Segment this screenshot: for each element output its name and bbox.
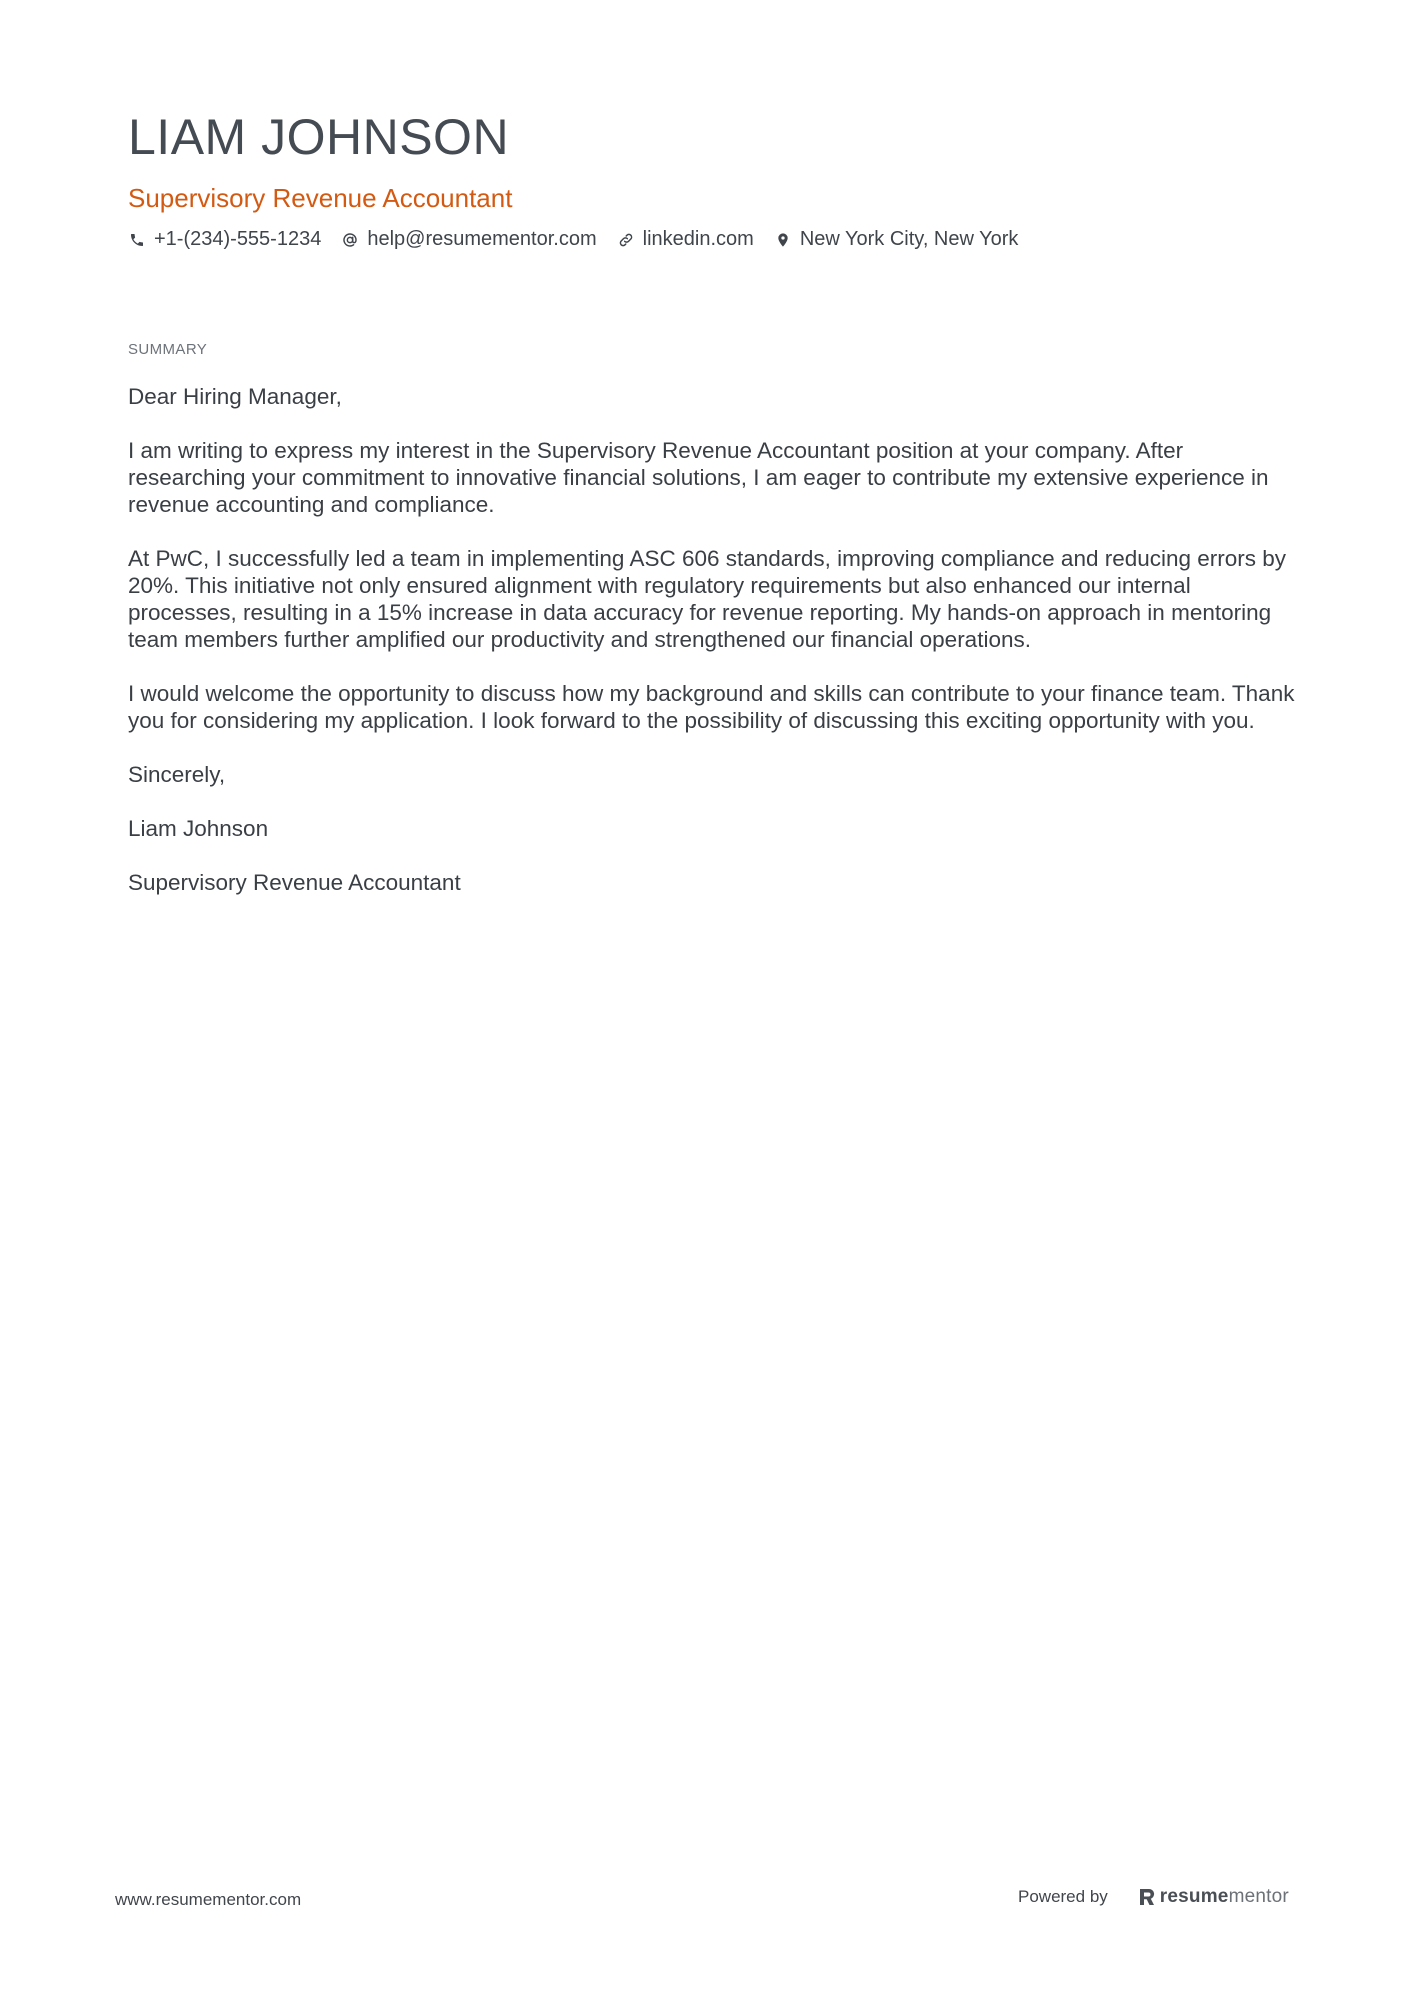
salutation: Dear Hiring Manager,: [128, 384, 342, 409]
contact-row: [128, 228, 1038, 251]
phone-text: +1-(234)-555-1234: [154, 228, 322, 250]
location-text: New York City, New York: [799, 228, 1019, 250]
at-icon: [341, 231, 359, 249]
phone-icon: [128, 231, 146, 249]
powered-by-label: Powered by: [1018, 1887, 1108, 1906]
brand-logo[interactable]: [1138, 1886, 1289, 1908]
brand-text-light: mentor: [1228, 1886, 1289, 1907]
email-link[interactable]: help@resumementor.com: [367, 228, 597, 250]
candidate-name: LIAM JOHNSON: [128, 109, 510, 165]
contact-linkedin[interactable]: [617, 228, 754, 251]
contact-email[interactable]: [341, 228, 596, 251]
paragraph-experience: At PwC, I successfully led a team in implementing ASC 606 standards, improving compliance and reducing errors by 20%. This initiative not only ensured alignment with regulatory requirements but also enhanced our internal processes, resulting in a 15% increase in data accuracy for revenue reporting. My hands-on approach in mentoring team members further amplified our productivity and strengthened our financial operations.: [128, 546, 1287, 652]
resumementor-logo-icon: [1138, 1887, 1156, 1907]
closing-line: Sincerely,: [128, 762, 226, 787]
map-pin-icon: [774, 231, 792, 249]
candidate-title: Supervisory Revenue Accountant: [128, 183, 513, 213]
footer-website[interactable]: www.resumementor.com: [115, 1890, 302, 1909]
paragraph-closing: I would welcome the opportunity to discuss how my background and skills can contribute to your finance team. Thank you for considering my application. I look forward to the possibility of discussing this exciting opportunity with you.: [128, 681, 1295, 733]
signature-title: Supervisory Revenue Accountant: [128, 870, 461, 895]
contact-location: [774, 228, 1019, 251]
footer-branding: [1018, 1886, 1289, 1908]
section-heading-summary: SUMMARY: [128, 341, 208, 358]
signature-name: Liam Johnson: [128, 816, 269, 841]
linkedin-link[interactable]: linkedin.com: [642, 228, 754, 250]
brand-text-bold: resume: [1159, 1886, 1229, 1907]
contact-phone: [128, 228, 321, 251]
link-icon: [617, 231, 635, 249]
paragraph-intro: I am writing to express my interest in the Supervisory Revenue Accountant position at your company. After researching your commitment to innovative financial solutions, I am eager to contribute my extensive experience in revenue accounting and compliance.: [128, 438, 1269, 517]
letter-body: [128, 383, 1298, 923]
